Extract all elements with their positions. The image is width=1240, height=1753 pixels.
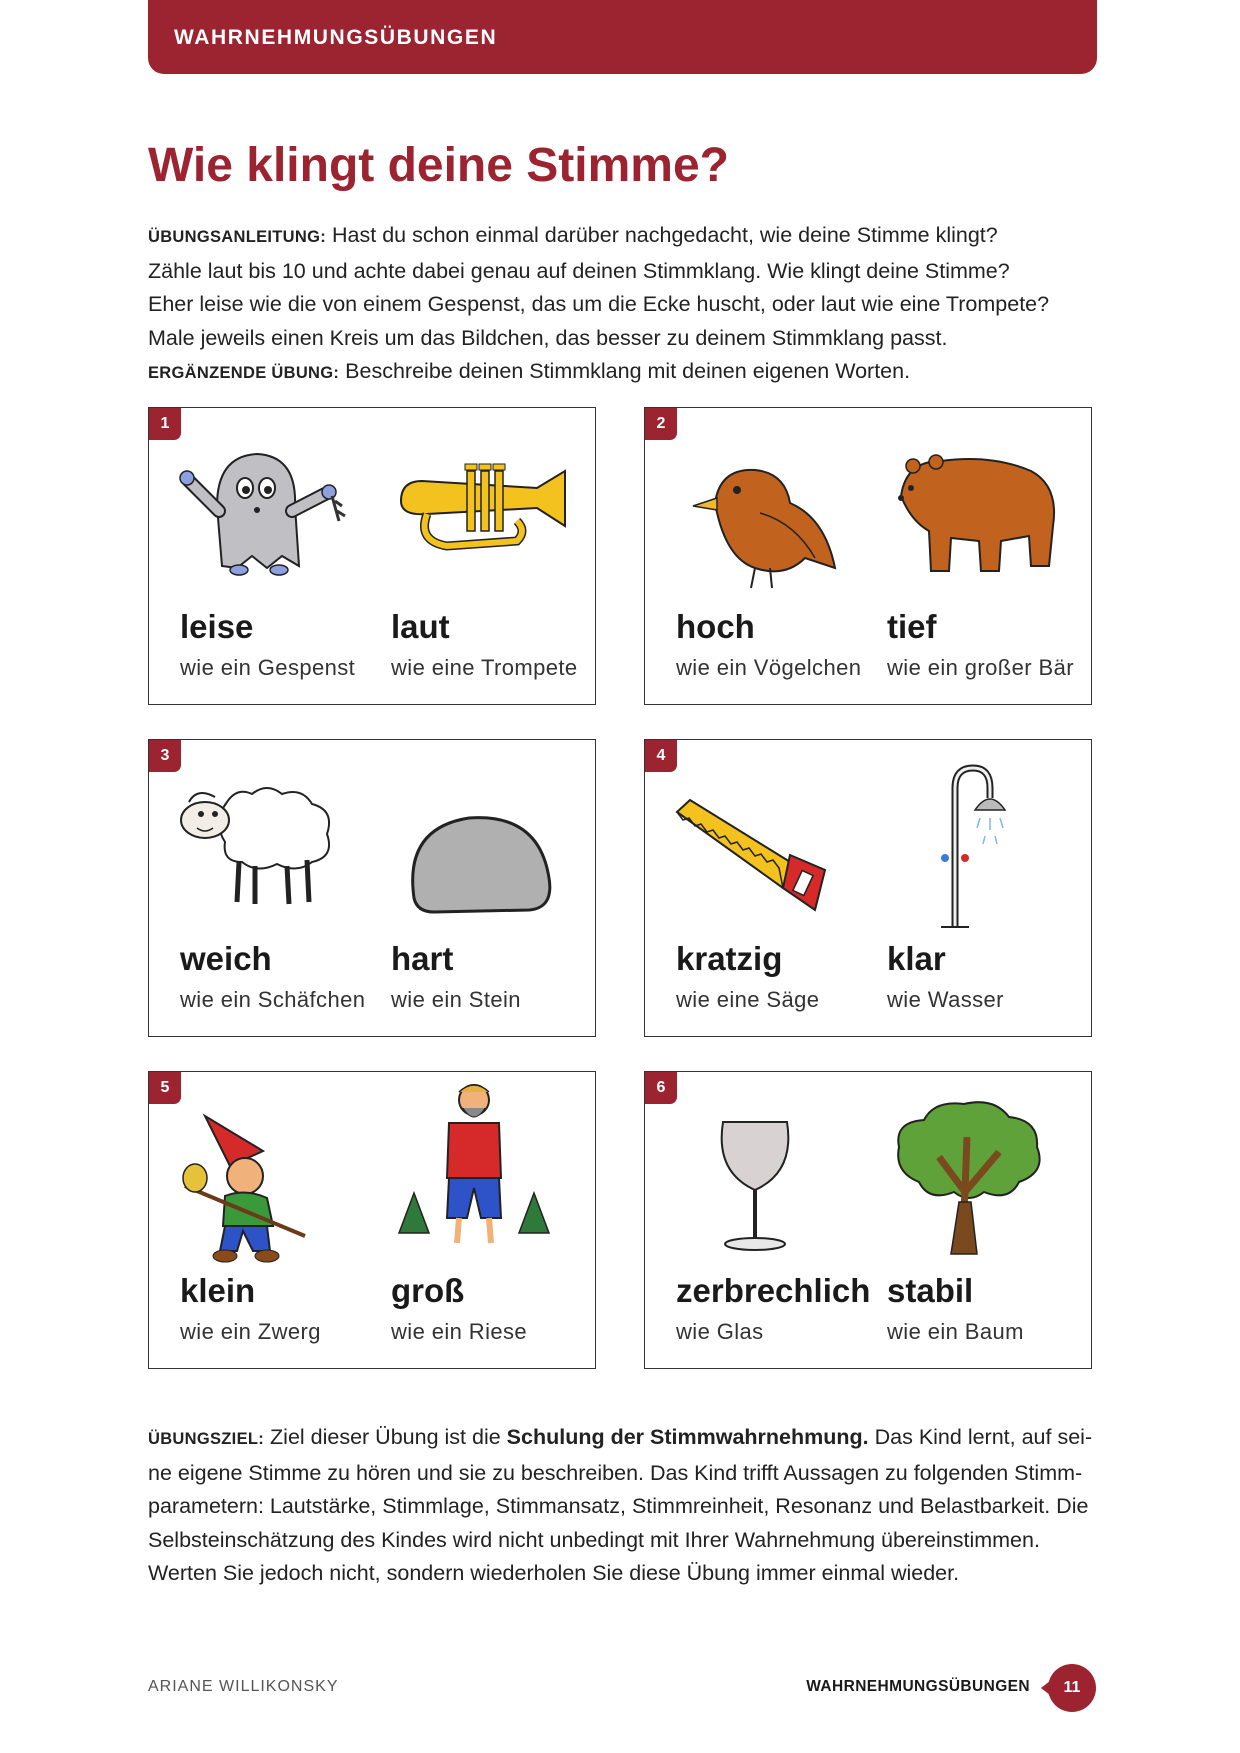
- card-number-badge: 1: [149, 408, 181, 440]
- card-number-badge: 4: [645, 740, 677, 772]
- right-word: klar: [887, 940, 946, 977]
- card-6: [644, 1071, 1092, 1369]
- instructions-line-2: Zähle laut bis 10 und achte dabei genau auf deinen Stimmklang. Wie klingt deine Stimme?: [148, 258, 1010, 283]
- dwarf-icon[interactable]: [175, 1106, 355, 1276]
- shower-icon[interactable]: [905, 758, 1085, 928]
- instructions: [148, 219, 1108, 391]
- left-word: klein: [180, 1272, 256, 1309]
- page-title: Wie klingt deine Stimme?: [148, 139, 729, 192]
- instructions-label: ÜBUNGSANLEITUNG:: [148, 228, 327, 246]
- left-comparison: wie ein Gespenst: [180, 655, 356, 680]
- card-number-badge: 3: [149, 740, 181, 772]
- left-comparison: wie eine Säge: [676, 987, 820, 1012]
- right-comparison: wie ein Stein: [391, 987, 521, 1012]
- sheep-icon[interactable]: [167, 762, 347, 932]
- right-comparison: wie ein großer Bär: [887, 655, 1074, 680]
- header-section-label: WAHRNEHMUNGSÜBUNGEN: [174, 26, 498, 49]
- goal-line-4: Selbsteinschätzung des Kindes wird nicht unbedingt mit Ihrer Wahrnehmung übereinstimmen.: [148, 1527, 1040, 1552]
- card-2: [644, 407, 1092, 705]
- saw-icon[interactable]: [665, 770, 845, 940]
- card-number-badge: 6: [645, 1072, 677, 1104]
- right-comparison: wie eine Trompete: [391, 655, 578, 680]
- goal-text-before: Ziel dieser Übung ist die: [270, 1425, 501, 1449]
- left-word: kratzig: [676, 940, 783, 977]
- right-comparison: wie Wasser: [887, 987, 1004, 1012]
- right-word: laut: [391, 608, 450, 645]
- goal-line-3: parametern: Lautstärke, Stimmlage, Stimmansatz, Stimmreinheit, Resonanz und Belastbarkeit. Die: [148, 1494, 1089, 1518]
- left-word: weich: [180, 940, 272, 977]
- goal-line-2: ne eigene Stimme zu hören und sie zu beschreiben. Das Kind trifft Aussagen zu folgenden Stimm-: [148, 1460, 1083, 1485]
- header-band: [148, 0, 1097, 74]
- right-word: tief: [887, 608, 937, 645]
- card-4: [644, 739, 1092, 1037]
- trumpet-icon[interactable]: [387, 426, 567, 596]
- right-word: hart: [391, 940, 454, 977]
- bird-icon[interactable]: [675, 428, 855, 598]
- goal-line-5: Werten Sie jedoch nicht, sondern wiederholen Sie diese Übung immer einmal wieder.: [148, 1561, 960, 1585]
- exercise-goal: [148, 1421, 1098, 1591]
- extra-exercise-label: ERGÄNZENDE ÜBUNG:: [148, 364, 340, 382]
- left-word: hoch: [676, 608, 755, 645]
- goal-line-1-rest: Das Kind lernt, auf sei-: [874, 1425, 1093, 1449]
- glass-icon[interactable]: [675, 1102, 855, 1272]
- card-1: [148, 407, 596, 705]
- stone-icon[interactable]: [389, 788, 569, 958]
- card-number-badge: 5: [149, 1072, 181, 1104]
- goal-label: ÜBUNGSZIEL:: [148, 1430, 265, 1448]
- left-word: leise: [180, 608, 254, 645]
- extra-exercise-text: Beschreibe deinen Stimmklang mit deinen eigenen Worten.: [345, 359, 911, 383]
- instructions-line-1: Hast du schon einmal darüber nachgedacht, wie deine Stimme klingt?: [332, 223, 998, 247]
- card-3: [148, 739, 596, 1037]
- footer-section: WAHRNEHMUNGSÜBUNGEN: [806, 1678, 1030, 1695]
- card-5: [148, 1071, 596, 1369]
- right-comparison: wie ein Baum: [887, 1319, 1024, 1344]
- left-comparison: wie ein Schäfchen: [180, 987, 366, 1012]
- left-comparison: wie Glas: [676, 1319, 764, 1344]
- page-number: 11: [1048, 1664, 1096, 1712]
- right-word: stabil: [887, 1272, 974, 1309]
- ghost-icon[interactable]: [167, 426, 347, 596]
- right-word: groß: [391, 1272, 465, 1309]
- left-word: zerbrechlich: [676, 1272, 871, 1309]
- card-number-badge: 2: [645, 408, 677, 440]
- instructions-line-3: Eher leise wie die von einem Gespenst, das um die Ecke huscht, oder laut wie eine Trompete?: [148, 292, 1050, 316]
- left-comparison: wie ein Zwerg: [180, 1319, 321, 1344]
- giant-icon[interactable]: [389, 1078, 569, 1248]
- tree-icon[interactable]: [879, 1092, 1059, 1262]
- right-comparison: wie ein Riese: [391, 1319, 528, 1344]
- instructions-line-4: Male jeweils einen Kreis um das Bildchen, das besser zu deinem Stimmklang passt.: [148, 325, 948, 350]
- goal-bold: Schulung der Stimmwahrnehmung.: [506, 1425, 869, 1449]
- bear-icon[interactable]: [881, 426, 1061, 596]
- left-comparison: wie ein Vögelchen: [676, 655, 862, 680]
- footer-author: ARIANE WILLIKONSKY: [148, 1678, 339, 1695]
